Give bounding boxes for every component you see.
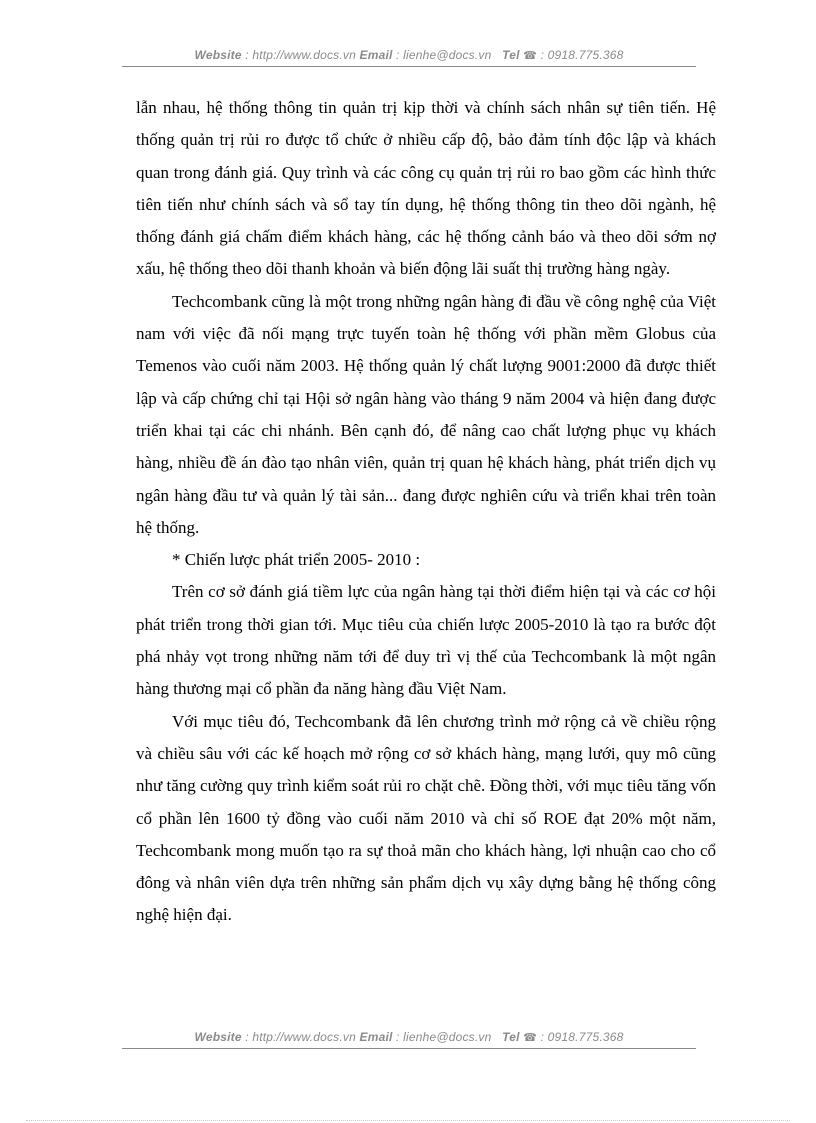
footer-tel-label: Tel [502,1030,520,1044]
header-tel-label: Tel [502,48,520,62]
strategy-heading: * Chiến lược phát triển 2005- 2010 : [172,550,421,570]
header-website-label: Website [194,48,242,62]
header-tel-value: : 0918.775.368 [537,48,624,62]
page-header [122,48,696,62]
header-divider [122,66,696,67]
header-email-value[interactable]: : lienhe@docs.vn [392,48,496,62]
header-email-label: Email [359,48,393,62]
header-website-value[interactable]: : http://www.docs.vn [241,48,360,62]
phone-icon: ☎ [523,1032,538,1044]
footer-email-label: Email [359,1030,393,1044]
footer-divider [122,1048,696,1049]
paragraph-technology: Techcombank cũng là một trong những ngân hàng đi đầu về công nghệ của Việt nam với việc đã nối mạng trực tuyến toàn hệ thống với phần mềm Globus của Temenos vào cuối năm 2003. Hệ thống quản lý chất lượng 9001:2000 đã được thiết lập và cấp chứng chỉ tại Hội sở ngân hàng vào tháng 9 năm 2004 và hiện đang được triển khai tại các chi nhánh. Bên cạnh đó, để nâng cao chất lượng phục vụ khách hàng, nhiều đề án đào tạo nhân viên, quản trị quan hệ khách hàng, phát triển dịch vụ ngân hàng đầu tư và quản lý tài sản... đang được nghiên cứu và triển khai trên toàn hệ thống. [136,291,716,537]
page-footer [122,1030,696,1044]
paragraph-expansion-plan: Với mục tiêu đó, Techcombank đã lên chương trình mở rộng cả về chiều rộng và chiều sâu với các kế hoạch mở rộng cơ sở khách hàng, mạng lưới, quy mô cũng như tăng cường quy trình kiểm soát rủi ro chặt chẽ. Đồng thời, với mục tiêu tăng vốn cổ phần lên 1600 tỷ đồng vào cuối năm 2010 và chỉ số ROE đạt 20% một năm, Techcombank mong muốn tạo ra sự thoả mãn cho khách hàng, lợi nhuận cao cho cổ đông và nhân viên dựa trên những sản phẩm dịch vụ xây dựng bằng hệ thống công nghệ hiện đại. [136,711,716,925]
paragraph-risk-management: lẫn nhau, hệ thống thông tin quản trị kịp thời và chính sách nhân sự tiên tiến. Hệ thống quản trị rủi ro được tổ chức ở nhiều cấp độ, bảo đảm tính độc lập và khách quan trong đánh giá. Quy trình và các công cụ quản trị rủi ro bao gồm các hình thức tiên tiến như chính sách và sổ tay tín dụng, hệ thống thông tin theo dõi ngành, hệ thống đánh giá chấm điểm khách hàng, các hệ thống cảnh báo và theo dõi sớm nợ xấu, hệ thống theo dõi thanh khoản và biến động lãi suất thị trường hàng ngày. [136,98,716,279]
footer-website-value[interactable]: : http://www.docs.vn [241,1030,360,1044]
footer-website-label: Website [194,1030,242,1044]
footer-email-value[interactable]: : lienhe@docs.vn [392,1030,496,1044]
paragraph-strategy-goal: Trên cơ sở đánh giá tiềm lực của ngân hàng tại thời điểm hiện tại và các cơ hội phát triển trong thời gian tới. Mục tiêu của chiến lược 2005-2010 là tạo ra bước đột phá nhảy vọt trong những năm tới để duy trì vị thế của Techcombank là một ngân hàng thương mại cổ phần đa năng hàng đầu Việt Nam. [136,582,716,699]
page-edge-divider [26,1120,790,1121]
footer-tel-value: : 0918.775.368 [537,1030,624,1044]
document-body [136,92,716,932]
phone-icon: ☎ [523,50,538,62]
